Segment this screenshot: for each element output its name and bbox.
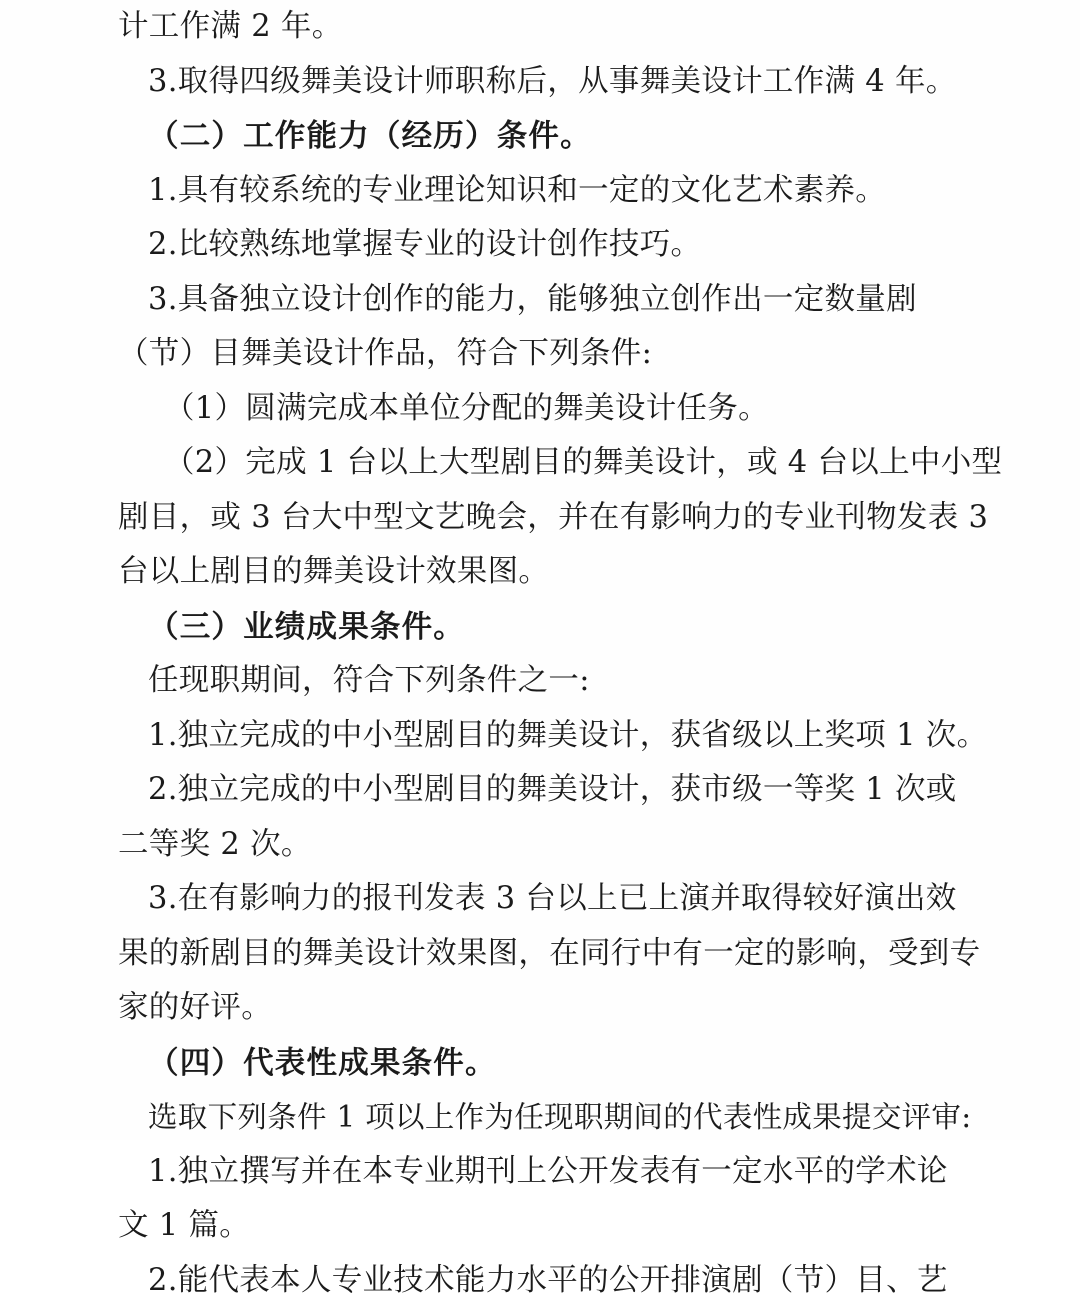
paragraph-line: 1.独立撰写并在本专业期刊上公开发表有一定水平的学术论 [118, 1145, 960, 1200]
paragraph-line: 2.能代表本人专业技术能力水平的公开排演剧（节）目、艺 [118, 1254, 960, 1308]
section-heading: （四）代表性成果条件。 [118, 1036, 960, 1091]
paragraph-line: 文 1 篇。 [118, 1199, 960, 1254]
paragraph-line: 二等奖 2 次。 [118, 818, 960, 873]
paragraph-line: （1）圆满完成本单位分配的舞美设计任务。 [118, 382, 960, 437]
document-body [118, 0, 960, 1140]
paragraph-line: 3.取得四级舞美设计师职称后，从事舞美设计工作满 4 年。 [118, 55, 960, 110]
section-heading: （二）工作能力（经历）条件。 [118, 109, 960, 164]
paragraph-line: 2.比较熟练地掌握专业的设计创作技巧。 [118, 218, 960, 273]
section-heading: （三）业绩成果条件。 [118, 600, 960, 655]
paragraph-line: 1.具有较系统的专业理论知识和一定的文化艺术素养。 [118, 164, 960, 219]
paragraph-line: 计工作满 2 年。 [118, 0, 960, 55]
paragraph-line: （节）目舞美设计作品，符合下列条件: [118, 327, 960, 382]
paragraph-line: 3.在有影响力的报刊发表 3 台以上已上演并取得较好演出效 [118, 872, 960, 927]
paragraph-line: 果的新剧目的舞美设计效果图，在同行中有一定的影响，受到专 [118, 927, 960, 982]
paragraph-line: 台以上剧目的舞美设计效果图。 [118, 545, 960, 600]
paragraph-line: （2）完成 1 台以上大型剧目的舞美设计，或 4 台以上中小型 [118, 436, 960, 491]
paragraph-line: 剧目，或 3 台大中型文艺晚会，并在有影响力的专业刊物发表 3 [118, 491, 960, 546]
paragraph-line: 家的好评。 [118, 981, 960, 1036]
paragraph-line: 2.独立完成的中小型剧目的舞美设计，获市级一等奖 1 次或 [118, 763, 960, 818]
paragraph-line: 1.独立完成的中小型剧目的舞美设计，获省级以上奖项 1 次。 [118, 709, 960, 764]
paragraph-line: 3.具备独立设计创作的能力，能够独立创作出一定数量剧 [118, 273, 960, 328]
paragraph-line: 选取下列条件 1 项以上作为任现职期间的代表性成果提交评审: [118, 1090, 960, 1145]
paragraph-line: 任现职期间，符合下列条件之一: [118, 654, 960, 709]
